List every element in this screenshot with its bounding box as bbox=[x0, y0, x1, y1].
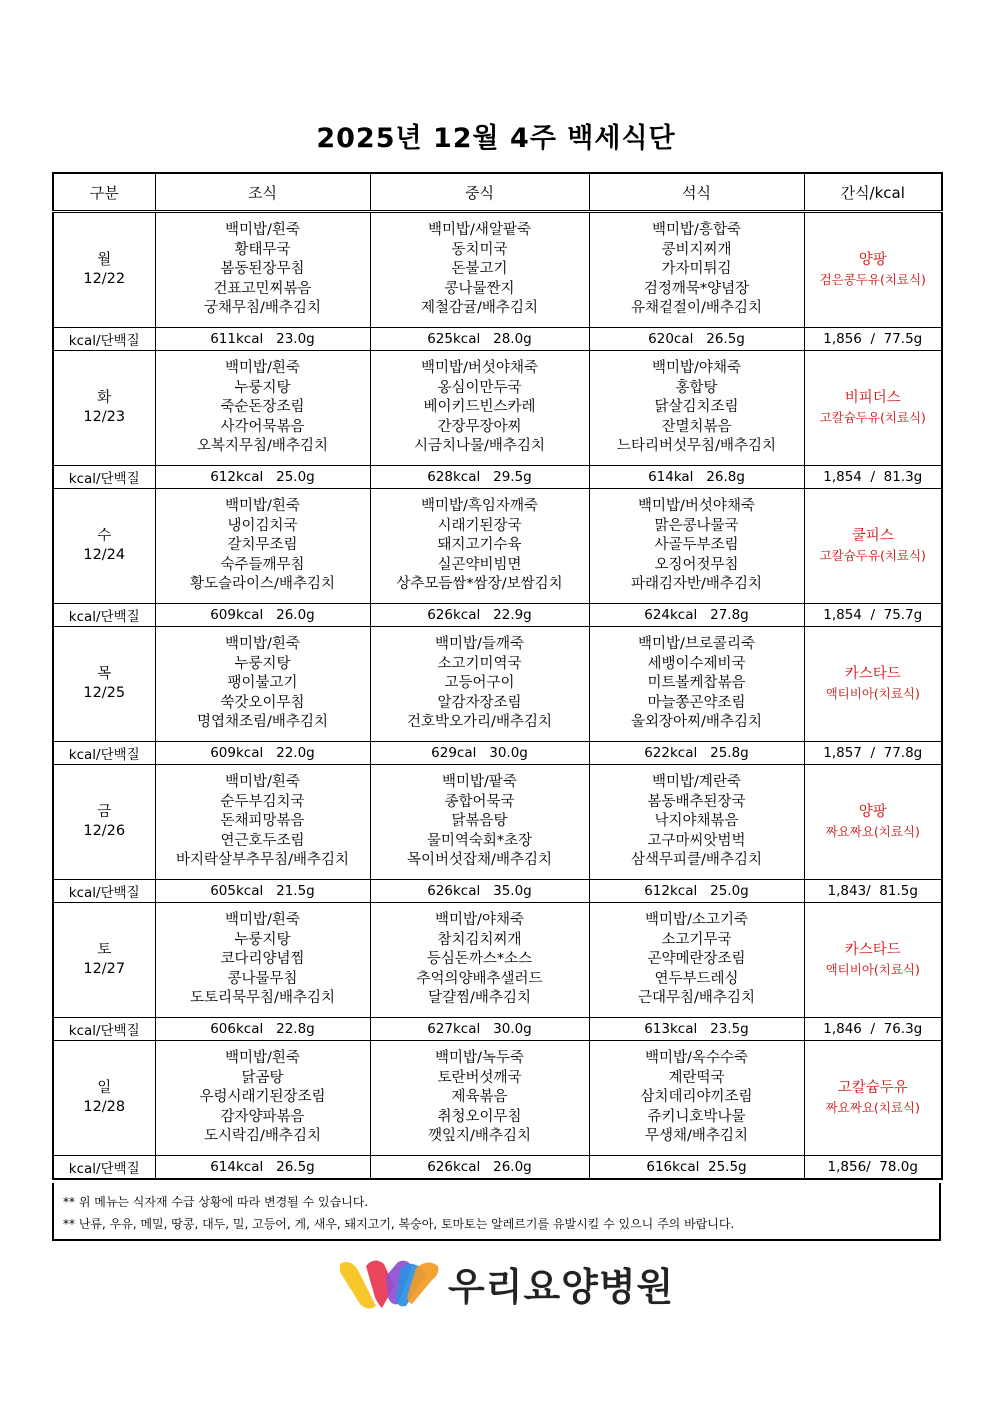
kcal-label: kcal/단백질 bbox=[53, 1156, 155, 1180]
hospital-logo bbox=[336, 1252, 675, 1316]
header-category: 구분 bbox=[53, 173, 155, 212]
snack-cell bbox=[804, 765, 942, 880]
dish-item: 봄동배추된장국 bbox=[647, 793, 746, 810]
dish-item: 백미밥/계란죽 bbox=[652, 774, 741, 791]
kcal-value: 1,856/ 78.0g bbox=[804, 1156, 942, 1180]
dish-item: 백미밥/들깨죽 bbox=[435, 636, 524, 653]
logo-mark-icon bbox=[336, 1256, 442, 1312]
dish-item: 세뱅이수제비국 bbox=[647, 655, 746, 672]
kcal-row bbox=[53, 1156, 942, 1180]
dish-item: 백미밥/흰죽 bbox=[225, 498, 300, 515]
dish-item: 쑥갓오이무침 bbox=[220, 694, 305, 711]
table-header-row bbox=[53, 173, 942, 212]
day-name: 수 bbox=[97, 527, 112, 544]
kcal-label: kcal/단백질 bbox=[53, 742, 155, 765]
kcal-value: 628kcal 29.5g bbox=[370, 466, 589, 489]
kcal-value: 626kcal 22.9g bbox=[370, 604, 589, 627]
dish-item: 홍합탕 bbox=[675, 379, 718, 396]
snack-item: 카스타드 bbox=[844, 941, 901, 958]
breakfast-cell bbox=[155, 627, 370, 742]
dish-item: 백미밥/흰죽 bbox=[225, 222, 300, 239]
dish-item: 백미밥/버섯야채죽 bbox=[638, 498, 755, 515]
page-title: 2025년 12월 4주 백세식단 bbox=[316, 123, 676, 154]
snack-cell bbox=[804, 489, 942, 604]
dish-item: 유채겉절이/배추김치 bbox=[631, 300, 762, 317]
day-cell bbox=[53, 489, 155, 604]
dinner-cell bbox=[589, 627, 804, 742]
snack-item: 양팡 bbox=[858, 251, 887, 268]
hospital-name: 우리요양병원 bbox=[448, 1265, 675, 1309]
dinner-cell bbox=[589, 489, 804, 604]
dish-item: 등심돈까스*소스 bbox=[426, 951, 533, 968]
kcal-value: 1,857 / 77.8g bbox=[804, 742, 942, 765]
kcal-row bbox=[53, 466, 942, 489]
menu-table bbox=[52, 172, 943, 1180]
dish-item: 명엽채조림/배추김치 bbox=[197, 714, 328, 731]
dish-item: 검정깨묵*양념장 bbox=[643, 280, 750, 297]
dish-item: 취청오이무침 bbox=[437, 1108, 522, 1125]
dish-item: 누룽지탕 bbox=[234, 655, 291, 672]
dish-item: 황도슬라이스/배추김치 bbox=[190, 576, 335, 593]
dish-item: 파래김자반/배추김치 bbox=[631, 576, 762, 593]
lunch-cell bbox=[370, 351, 589, 466]
snack-item: 비피더스 bbox=[844, 389, 901, 406]
breakfast-cell bbox=[155, 351, 370, 466]
dish-item: 연근호두조림 bbox=[220, 832, 305, 849]
dish-item: 종합어묵국 bbox=[444, 793, 515, 810]
kcal-value: 622kcal 25.8g bbox=[589, 742, 804, 765]
dish-item: 시금치나물/배추김치 bbox=[414, 438, 545, 455]
kcal-value: 1,846 / 76.3g bbox=[804, 1018, 942, 1041]
dish-item: 돼지고기수육 bbox=[437, 537, 522, 554]
kcal-value: 609kcal 26.0g bbox=[155, 604, 370, 627]
dish-item: 시래기된장국 bbox=[437, 517, 522, 534]
breakfast-cell bbox=[155, 765, 370, 880]
dish-item: 동치미국 bbox=[451, 241, 508, 258]
day-name: 월 bbox=[97, 251, 112, 268]
dish-item: 콩비지찌개 bbox=[661, 241, 732, 258]
day-name: 일 bbox=[97, 1079, 112, 1096]
dish-item: 제육볶음 bbox=[451, 1089, 508, 1106]
snack-cell bbox=[804, 351, 942, 466]
dish-item: 달걀찜/배추김치 bbox=[428, 990, 531, 1007]
snack-item: 고칼슘두유 bbox=[837, 1079, 908, 1096]
day-name: 금 bbox=[97, 803, 112, 820]
dish-item: 도토리묵무침/배추김치 bbox=[190, 990, 335, 1007]
dish-item: 백미밥/흰죽 bbox=[225, 774, 300, 791]
dinner-cell bbox=[589, 765, 804, 880]
dish-item: 오복지무침/배추김치 bbox=[197, 438, 328, 455]
dish-item: 옹심이만두국 bbox=[437, 379, 522, 396]
kcal-label: kcal/단백질 bbox=[53, 328, 155, 351]
breakfast-cell bbox=[155, 212, 370, 328]
breakfast-cell bbox=[155, 1041, 370, 1156]
kcal-label: kcal/단백질 bbox=[53, 880, 155, 903]
dish-item: 닭곰탕 bbox=[241, 1069, 284, 1086]
dish-item: 제철감귤/배추김치 bbox=[421, 300, 538, 317]
kcal-row bbox=[53, 742, 942, 765]
lunch-cell bbox=[370, 627, 589, 742]
dinner-cell bbox=[589, 903, 804, 1018]
dish-item: 백미밥/브로콜리죽 bbox=[638, 636, 755, 653]
kcal-value: 1,854 / 81.3g bbox=[804, 466, 942, 489]
dish-item: 콩나물짠지 bbox=[444, 280, 515, 297]
kcal-value: 616kcal 25.5g bbox=[589, 1156, 804, 1180]
day-cell bbox=[53, 627, 155, 742]
notes-box bbox=[52, 1183, 941, 1241]
snack-cell bbox=[804, 627, 942, 742]
kcal-value: 612kcal 25.0g bbox=[155, 466, 370, 489]
kcal-row bbox=[53, 328, 942, 351]
lunch-cell bbox=[370, 903, 589, 1018]
dish-item: 낙지야채볶음 bbox=[654, 813, 739, 830]
dish-item: 간장무장아찌 bbox=[437, 418, 522, 435]
snack-therapeutic-item: 액티비아(치료식) bbox=[825, 962, 920, 977]
header-breakfast: 조식 bbox=[155, 173, 370, 212]
menu-row-12-27 bbox=[53, 903, 942, 1018]
day-date: 12/27 bbox=[83, 961, 126, 977]
kcal-value: 620cal 26.5g bbox=[589, 328, 804, 351]
day-cell bbox=[53, 765, 155, 880]
breakfast-cell bbox=[155, 903, 370, 1018]
note-allergy: ** 난류, 우유, 메밀, 땅콩, 대두, 밀, 고등어, 게, 새우, 돼지고기, 복숭아, 토마토는 알레르기를 유발시킬 수 있으니 주의 바랍니다. bbox=[63, 1217, 735, 1231]
day-date: 12/28 bbox=[83, 1099, 126, 1115]
snack-therapeutic-item: 고칼슘두유(치료식) bbox=[819, 548, 926, 563]
day-name: 토 bbox=[97, 941, 112, 958]
dish-item: 가자미튀김 bbox=[661, 261, 732, 278]
dish-item: 목이버섯잡채/배추김치 bbox=[407, 852, 552, 869]
dish-item: 백미밥/흑임자깨죽 bbox=[421, 498, 538, 515]
kcal-value: 605kcal 21.5g bbox=[155, 880, 370, 903]
dish-item: 도시락김/배추김치 bbox=[204, 1128, 321, 1145]
dish-item: 코다리양념찜 bbox=[220, 951, 305, 968]
dish-item: 곤약메란장조림 bbox=[647, 951, 746, 968]
dish-item: 소고기미역국 bbox=[437, 655, 522, 672]
header-lunch: 중식 bbox=[370, 173, 589, 212]
snack-therapeutic-item: 액티비아(치료식) bbox=[825, 686, 920, 701]
dish-item: 상추모듬쌈*쌈장/보쌈김치 bbox=[396, 576, 563, 593]
header-snack: 간식/kcal bbox=[804, 173, 942, 212]
kcal-value: 627kcal 30.0g bbox=[370, 1018, 589, 1041]
kcal-value: 614kal 26.8g bbox=[589, 466, 804, 489]
dish-item: 죽순돈장조림 bbox=[220, 399, 305, 416]
dish-item: 백미밥/야채죽 bbox=[435, 912, 524, 929]
lunch-cell bbox=[370, 212, 589, 328]
dish-item: 백미밥/새알팥죽 bbox=[428, 222, 531, 239]
lunch-cell bbox=[370, 489, 589, 604]
dish-item: 바지락살부추무침/배추김치 bbox=[176, 852, 349, 869]
dish-item: 오징어젓무침 bbox=[654, 556, 739, 573]
dish-item: 황태무국 bbox=[234, 241, 291, 258]
day-date: 12/23 bbox=[83, 409, 126, 425]
dish-item: 알감자장조림 bbox=[437, 694, 522, 711]
dish-item: 돈채피망볶음 bbox=[220, 813, 305, 830]
dish-item: 백미밥/소고기죽 bbox=[645, 912, 748, 929]
menu-row-12-25 bbox=[53, 627, 942, 742]
day-cell bbox=[53, 903, 155, 1018]
day-cell bbox=[53, 1041, 155, 1156]
dish-item: 베이키드빈스카레 bbox=[423, 399, 536, 416]
dish-item: 우렁시래기된장조림 bbox=[199, 1089, 326, 1106]
dish-item: 백미밥/녹두죽 bbox=[435, 1050, 524, 1067]
dish-item: 고구마씨앗범벅 bbox=[647, 832, 746, 849]
dish-item: 팽이불고기 bbox=[227, 675, 298, 692]
dish-item: 백미밥/야채죽 bbox=[652, 360, 741, 377]
snack-therapeutic-item: 짜요짜요(치료식) bbox=[825, 1100, 920, 1115]
dish-item: 궁채무침/배추김치 bbox=[204, 300, 321, 317]
dinner-cell bbox=[589, 351, 804, 466]
dish-item: 건호박오가리/배추김치 bbox=[407, 714, 552, 731]
dish-item: 감자양파볶음 bbox=[220, 1108, 305, 1125]
dish-item: 삼색무피클/배추김치 bbox=[631, 852, 762, 869]
menu-row-12-23 bbox=[53, 351, 942, 466]
dish-item: 백미밥/팥죽 bbox=[442, 774, 517, 791]
dish-item: 갈치무조림 bbox=[227, 537, 298, 554]
dish-item: 백미밥/흰죽 bbox=[225, 912, 300, 929]
dish-item: 사각어묵볶음 bbox=[220, 418, 305, 435]
dish-item: 백미밥/옥수수죽 bbox=[645, 1050, 748, 1067]
day-date: 12/24 bbox=[83, 547, 126, 563]
dish-item: 사골두부조림 bbox=[654, 537, 739, 554]
dish-item: 물미역숙회*초장 bbox=[426, 832, 533, 849]
dinner-cell bbox=[589, 1041, 804, 1156]
menu-row-12-26 bbox=[53, 765, 942, 880]
dish-item: 실곤약비빔면 bbox=[437, 556, 522, 573]
breakfast-cell bbox=[155, 489, 370, 604]
dish-item: 추억의양배추샐러드 bbox=[416, 970, 543, 987]
dish-item: 마늘쫑곤약조림 bbox=[647, 694, 746, 711]
lunch-cell bbox=[370, 1041, 589, 1156]
dish-item: 울외장아찌/배추김치 bbox=[631, 714, 762, 731]
snack-therapeutic-item: 짜요짜요(치료식) bbox=[825, 824, 920, 839]
snack-item: 양팡 bbox=[858, 803, 887, 820]
dish-item: 돈불고기 bbox=[451, 261, 508, 278]
day-date: 12/22 bbox=[83, 271, 126, 287]
dish-item: 쥬키니호박나물 bbox=[647, 1108, 746, 1125]
kcal-value: 613kcal 23.5g bbox=[589, 1018, 804, 1041]
dish-item: 백미밥/흥합죽 bbox=[652, 222, 741, 239]
dish-item: 누룽지탕 bbox=[234, 379, 291, 396]
kcal-value: 609kcal 22.0g bbox=[155, 742, 370, 765]
dish-item: 미트볼케찹볶음 bbox=[647, 675, 746, 692]
dinner-cell bbox=[589, 212, 804, 328]
kcal-value: 625kcal 28.0g bbox=[370, 328, 589, 351]
header-dinner: 석식 bbox=[589, 173, 804, 212]
dish-item: 맑은콩나물국 bbox=[654, 517, 739, 534]
kcal-value: 626kcal 35.0g bbox=[370, 880, 589, 903]
kcal-value: 612kcal 25.0g bbox=[589, 880, 804, 903]
kcal-value: 629cal 30.0g bbox=[370, 742, 589, 765]
dish-item: 콩나물무침 bbox=[227, 970, 298, 987]
dish-item: 숙주들깨무침 bbox=[220, 556, 305, 573]
kcal-value: 614kcal 26.5g bbox=[155, 1156, 370, 1180]
dish-item: 삼치데리야끼조림 bbox=[640, 1089, 753, 1106]
kcal-label: kcal/단백질 bbox=[53, 1018, 155, 1041]
kcal-value: 624kcal 27.8g bbox=[589, 604, 804, 627]
kcal-row bbox=[53, 604, 942, 627]
snack-cell bbox=[804, 1041, 942, 1156]
dish-item: 백미밥/버섯야채죽 bbox=[421, 360, 538, 377]
dish-item: 토란버섯깨국 bbox=[437, 1069, 522, 1086]
kcal-label: kcal/단백질 bbox=[53, 466, 155, 489]
kcal-value: 1,843/ 81.5g bbox=[804, 880, 942, 903]
menu-row-12-22 bbox=[53, 212, 942, 328]
dish-item: 닭볶음탕 bbox=[451, 813, 508, 830]
kcal-value: 606kcal 22.8g bbox=[155, 1018, 370, 1041]
kcal-row bbox=[53, 880, 942, 903]
day-name: 목 bbox=[97, 665, 112, 682]
kcal-value: 1,856 / 77.5g bbox=[804, 328, 942, 351]
day-cell bbox=[53, 351, 155, 466]
dish-item: 봄동된장무침 bbox=[220, 261, 305, 278]
day-date: 12/26 bbox=[83, 823, 126, 839]
dish-item: 고등어구이 bbox=[444, 675, 515, 692]
lunch-cell bbox=[370, 765, 589, 880]
dish-item: 근대무침/배추김치 bbox=[638, 990, 755, 1007]
dish-item: 백미밥/흰죽 bbox=[225, 636, 300, 653]
menu-row-12-28 bbox=[53, 1041, 942, 1156]
dish-item: 누룽지탕 bbox=[234, 931, 291, 948]
dish-item: 참치김치찌개 bbox=[437, 931, 522, 948]
dish-item: 소고기무국 bbox=[661, 931, 732, 948]
dish-item: 잔멸치볶음 bbox=[661, 418, 732, 435]
kcal-value: 1,854 / 75.7g bbox=[804, 604, 942, 627]
kcal-row bbox=[53, 1018, 942, 1041]
dish-item: 계란떡국 bbox=[668, 1069, 725, 1086]
dish-item: 백미밥/흰죽 bbox=[225, 360, 300, 377]
snack-item: 쿨피스 bbox=[851, 527, 894, 544]
note-menu-change: ** 위 메뉴는 식자재 수급 상황에 따라 변경될 수 있습니다. bbox=[63, 1195, 369, 1209]
snack-item: 카스타드 bbox=[844, 665, 901, 682]
dish-item: 순두부김치국 bbox=[220, 793, 305, 810]
dish-item: 느타리버섯무침/배추김치 bbox=[617, 438, 776, 455]
day-name: 화 bbox=[97, 389, 112, 406]
dish-item: 깻잎지/배추김치 bbox=[428, 1128, 531, 1145]
snack-cell bbox=[804, 212, 942, 328]
dish-item: 백미밥/흰죽 bbox=[225, 1050, 300, 1067]
snack-cell bbox=[804, 903, 942, 1018]
dish-item: 무생채/배추김치 bbox=[645, 1128, 748, 1145]
snack-therapeutic-item: 검은콩두유(치료식) bbox=[819, 272, 926, 287]
menu-row-12-24 bbox=[53, 489, 942, 604]
dish-item: 닭살김치조림 bbox=[654, 399, 739, 416]
day-cell bbox=[53, 212, 155, 328]
kcal-value: 611kcal 23.0g bbox=[155, 328, 370, 351]
dish-item: 건표고민찌볶음 bbox=[213, 280, 312, 297]
dish-item: 연두부드레싱 bbox=[654, 970, 739, 987]
kcal-value: 626kcal 26.0g bbox=[370, 1156, 589, 1180]
snack-therapeutic-item: 고칼슘두유(치료식) bbox=[819, 410, 926, 425]
dish-item: 냉이김치국 bbox=[227, 517, 298, 534]
kcal-label: kcal/단백질 bbox=[53, 604, 155, 627]
day-date: 12/25 bbox=[83, 685, 126, 701]
